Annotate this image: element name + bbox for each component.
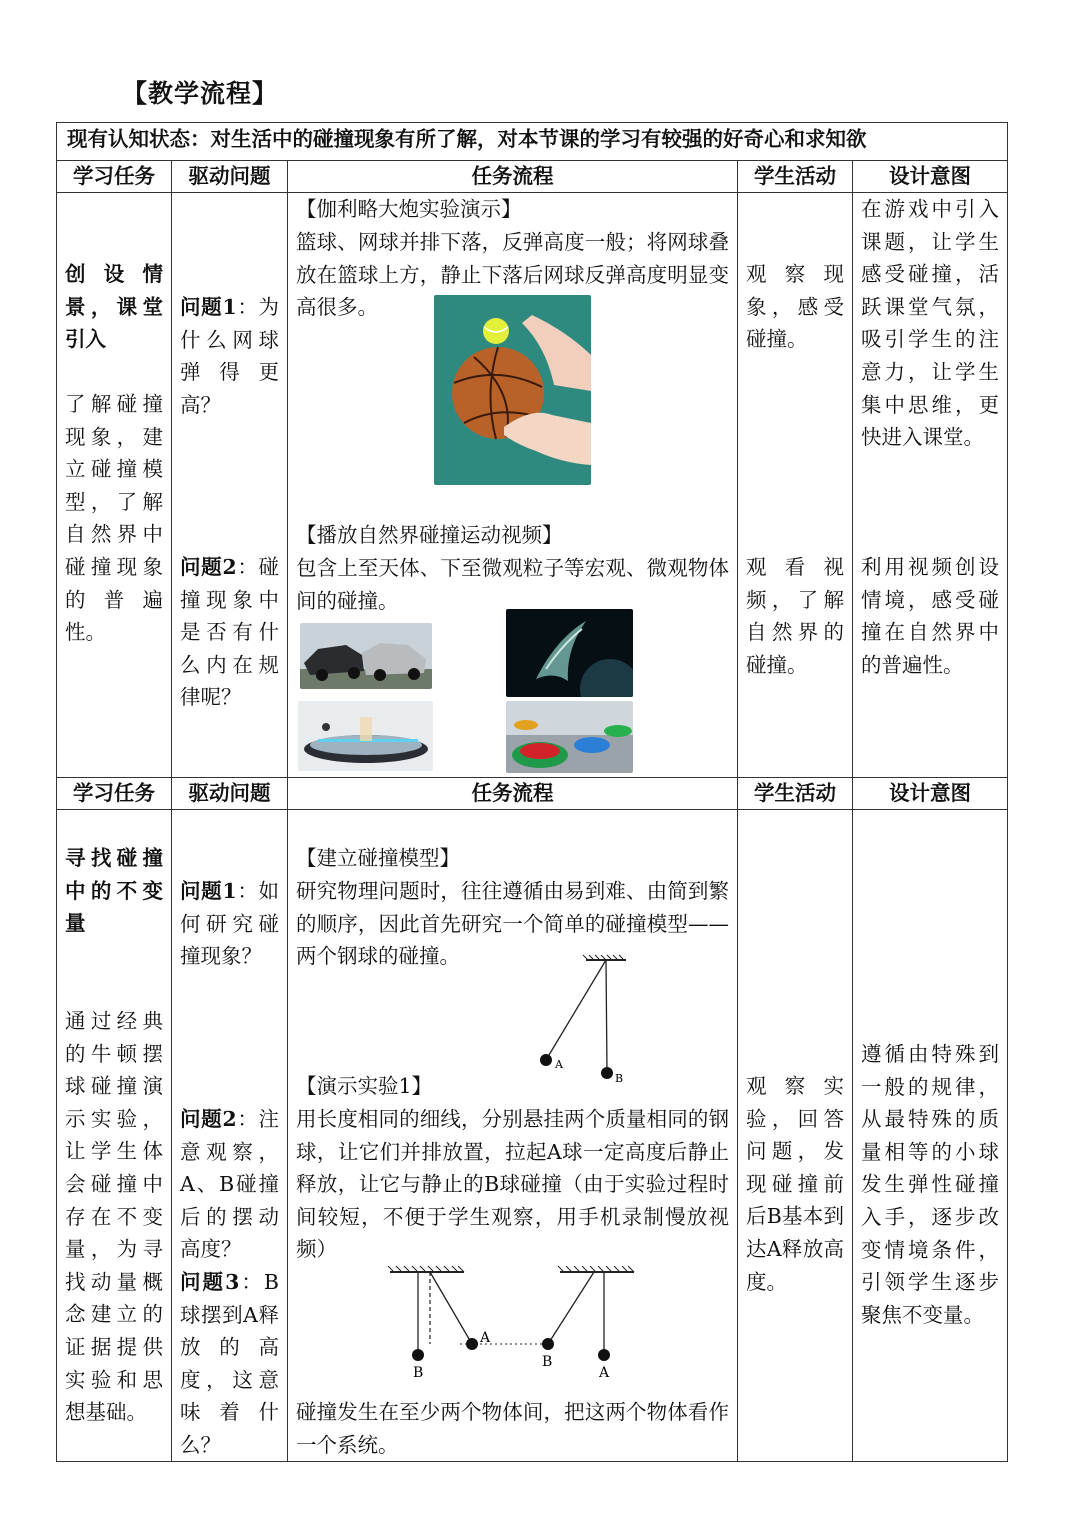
section1-question-2: 问题2：碰撞现象中是否有什么内在规律呢？ <box>180 555 280 710</box>
header-task: 学习任务 <box>57 161 172 193</box>
section1-task-cell <box>57 193 172 778</box>
section2-intent-cell <box>853 810 1008 1462</box>
galileo-demo-title: 【伽利略大炮实验演示】 <box>296 197 522 221</box>
section1-activity-1: 观察现象，感受碰撞。 <box>746 262 844 352</box>
header-flow: 任务流程 <box>288 161 738 193</box>
basketball-tennis-ball-image <box>434 295 591 485</box>
pendulum3-label-b: B <box>542 1354 553 1370</box>
header-flow-2: 任务流程 <box>288 778 738 810</box>
header-task-2: 学习任务 <box>57 778 172 810</box>
lesson-table <box>56 122 1008 1462</box>
celestial-collision-image <box>506 609 633 697</box>
header-activity: 学生活动 <box>738 161 853 193</box>
pendulum1-label-b: B <box>615 1072 624 1085</box>
header-question: 驱动问题 <box>172 161 288 193</box>
section2-question-2: 问题2：注意观察，A、B碰撞后的摆动高度？ <box>180 1107 280 1262</box>
section2-task-desc: 通过经典的牛顿摆球碰撞演示实验，让学生体会碰撞中存在不变量，为寻找动量概念建立的证据提供实验和思想基础。 <box>65 1009 163 1425</box>
nature-video-title: 【播放自然界碰撞运动视频】 <box>296 523 563 547</box>
section1-question-cell <box>172 193 288 778</box>
demo-exp-title: 【演示实验1】 <box>296 1074 433 1098</box>
section1-activity-cell <box>738 193 853 778</box>
section2-intent: 遵循由特殊到一般的规律，从最特殊的质量相等的小球发生弹性碰撞入手，逐步改变情境条件，引领学生逐步聚焦不变量。 <box>861 1042 1000 1327</box>
section2-question-cell <box>172 810 288 1462</box>
header-intent-2: 设计意图 <box>853 778 1008 810</box>
section1-flow-cell <box>288 193 738 778</box>
header-row-1 <box>57 161 1008 193</box>
section2-task-title: 寻找碰撞中的不变量 <box>65 846 163 936</box>
demo-exp-text: 用长度相同的细线，分别悬挂两个质量相同的钢球，让它们并排放置，拉起A球一定高度后静止释放，让它与静止的B球碰撞（由于实验过程时间较短，不便于学生观察，用手机录制慢放视频） <box>296 1107 729 1262</box>
section-1-row <box>57 193 1008 778</box>
pendulum-diagram-2 <box>384 1260 644 1390</box>
pendulum2-label-b: B <box>413 1365 424 1381</box>
nature-video-text: 包含上至天体、下至微观粒子等宏观、微观物体间的碰撞。 <box>296 556 729 613</box>
section2-question-3: 问题3：B球摆到A释放的高度，这意味着什么？ <box>180 1270 279 1457</box>
collision-model-text: 研究物理问题时，往往遵循由易到难、由简到繁的顺序，因此首先研究一个简单的碰撞模型——两个钢球的碰撞。 <box>296 879 729 969</box>
section-2-row <box>57 810 1008 1462</box>
section1-intent-cell <box>853 193 1008 778</box>
collision-model-title: 【建立碰撞模型】 <box>296 846 460 870</box>
section2-activity-cell <box>738 810 853 1462</box>
section2-task-cell <box>57 810 172 1462</box>
section2-activity: 观察实验，回答问题，发现碰撞前后B基本到达A释放高度。 <box>746 1074 844 1294</box>
page-title: 【教学流程】 <box>122 79 279 108</box>
system-text: 碰撞发生在至少两个物体间，把这两个物体看作一个系统。 <box>296 1400 729 1457</box>
section1-task-desc: 了解碰撞现象，建立碰撞模型，了解自然界中碰撞现象的普遍性。 <box>65 392 163 645</box>
cognitive-state-row: 现有认知状态：对生活中的碰撞现象有所了解，对本节课的学习有较强的好奇心和求知欲 <box>57 123 1008 161</box>
pendulum1-label-a: A <box>555 1058 563 1071</box>
pendulum2-label-a: A <box>480 1330 491 1346</box>
section2-question-1: 问题1：如何研究碰撞现象？ <box>180 879 280 969</box>
galileo-demo-text: 篮球、网球并排下落，反弹高度一般；将网球叠放在篮球上方，静止下落后网球反弹高度明显变高很多。 <box>296 230 729 320</box>
section1-question-1: 问题1：为什么网球弹得更高？ <box>180 295 280 417</box>
section1-intent-1: 在游戏中引入课题，让学生感受碰撞，活跃课堂气氛，吸引学生的注意力，让学生集中思维，更快进入课堂。 <box>861 197 1000 450</box>
section1-activity-2: 观看视频，了解自然界的碰撞。 <box>746 555 844 677</box>
header-row-2 <box>57 778 1008 810</box>
header-question-2: 驱动问题 <box>172 778 288 810</box>
section1-task-title: 创设情景，课堂引入 <box>65 262 163 352</box>
car-crash-image <box>300 623 432 689</box>
bumper-cars-image <box>506 701 633 773</box>
header-intent: 设计意图 <box>853 161 1008 193</box>
pendulum3-label-a: A <box>599 1365 610 1381</box>
section1-intent-2: 利用视频创设情境，感受碰撞在自然界中的普遍性。 <box>861 555 1000 677</box>
particle-experiment-image <box>298 701 433 771</box>
header-activity-2: 学生活动 <box>738 778 853 810</box>
pendulum-diagram-1 <box>528 950 638 1090</box>
section2-flow-cell <box>288 810 738 1462</box>
